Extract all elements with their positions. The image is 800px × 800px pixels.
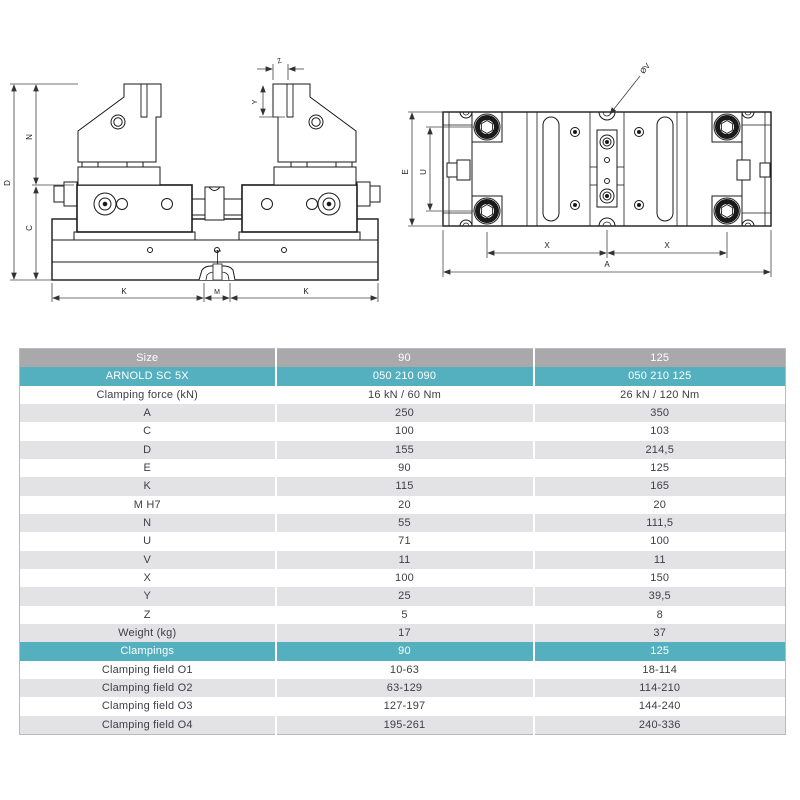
row-value-125: 144-240 [534, 697, 786, 715]
header-size-125: 125 [534, 349, 786, 368]
row-value-125: 125 [534, 459, 786, 477]
table-row [20, 587, 786, 605]
dim-label-dia-v: ØV [638, 61, 652, 76]
row-value-125: 214,5 [534, 441, 786, 459]
row-value-125: 165 [534, 477, 786, 495]
row-value-90: 55 [276, 514, 534, 532]
header-size: Size [136, 352, 159, 365]
row-label: Y [143, 590, 152, 603]
row-value-125: 37 [534, 624, 786, 642]
row-value-125: 11 [534, 551, 786, 569]
row-value-125: 8 [534, 606, 786, 624]
row-value-90: 71 [276, 532, 534, 550]
dim-label-k-right: K [303, 287, 309, 296]
front-view-svg [0, 5, 400, 315]
dim-label-c: C [25, 225, 34, 231]
row-value-90: 10-63 [276, 661, 534, 679]
dim-label-u: U [419, 169, 428, 175]
row-value-90: 127-197 [276, 697, 534, 715]
row-value-125: 350 [534, 404, 786, 422]
row-label: Clamping field O2 [101, 682, 193, 695]
row-label: Clamping field O3 [101, 700, 193, 713]
dim-label-e: E [401, 169, 410, 175]
table-row [20, 477, 786, 495]
table-row [20, 496, 786, 514]
row-label: V [143, 553, 152, 566]
table-row [20, 441, 786, 459]
row-value-125: 111,5 [534, 514, 786, 532]
row-value-125: 26 kN / 120 Nm [534, 386, 786, 404]
row-value-125: 100 [534, 532, 786, 550]
row-label: Clamping force (kN) [96, 388, 199, 401]
dim-label-z: Z [276, 57, 283, 66]
row-value-90: 25 [276, 587, 534, 605]
order-number-90: 050 210 090 [276, 367, 534, 385]
row-label: Clamping field O1 [101, 663, 193, 676]
table-row [20, 422, 786, 440]
row-value-90: 20 [276, 496, 534, 514]
row-value-125: 150 [534, 569, 786, 587]
row-value-90: 100 [276, 422, 534, 440]
dim-label-m: M [214, 289, 220, 296]
dim-label-k-left: K [121, 287, 127, 296]
vise-top-geometry [443, 112, 771, 226]
table-row [20, 624, 786, 642]
row-value-90: 16 kN / 60 Nm [276, 386, 534, 404]
row-label: N [143, 517, 152, 530]
clampings-125: 125 [534, 642, 786, 660]
clamp-bolt [714, 198, 740, 224]
row-value-90: 250 [276, 404, 534, 422]
vise-front-geometry [52, 84, 380, 280]
row-label: U [143, 535, 152, 548]
row-label: Z [143, 608, 151, 621]
header-size-90: 90 [276, 349, 534, 368]
dim-label-a: A [604, 260, 610, 269]
brand-name: ARNOLD SC 5X [105, 370, 189, 383]
row-value-90: 90 [276, 459, 534, 477]
row-value-125: 20 [534, 496, 786, 514]
row-label: Clamping field O4 [101, 718, 193, 731]
row-label: A [143, 407, 152, 420]
table-row [20, 551, 786, 569]
dim-label-n: N [25, 134, 34, 140]
row-value-125: 114-210 [534, 679, 786, 697]
row-value-125: 18-114 [534, 661, 786, 679]
row-value-90: 155 [276, 441, 534, 459]
table-row [20, 679, 786, 697]
table-row [20, 532, 786, 550]
brand-row [20, 367, 786, 385]
row-value-125: 39,5 [534, 587, 786, 605]
table-row [20, 697, 786, 715]
row-value-90: 11 [276, 551, 534, 569]
top-view-drawing [400, 55, 792, 305]
table-row [20, 661, 786, 679]
clampings-header-row [20, 642, 786, 660]
clampings-label: Clampings [120, 645, 175, 658]
row-value-125: 103 [534, 422, 786, 440]
table-row [20, 514, 786, 532]
clampings-90: 90 [276, 642, 534, 660]
table-row [20, 404, 786, 422]
clamp-bolt [474, 198, 500, 224]
table-row [20, 606, 786, 624]
order-number-125: 050 210 125 [534, 367, 786, 385]
table-row [20, 716, 786, 735]
row-value-90: 195-261 [276, 716, 534, 735]
row-label: D [143, 443, 152, 456]
row-label: M H7 [133, 498, 161, 511]
dim-label-d: D [3, 180, 12, 186]
row-label: X [143, 572, 152, 585]
row-label: C [143, 425, 152, 438]
dim-label-x-right: X [664, 241, 670, 250]
table-header-row [20, 349, 786, 368]
top-view-svg [400, 55, 792, 305]
dim-label-x-left: X [544, 241, 550, 250]
row-value-90: 17 [276, 624, 534, 642]
row-label: E [143, 462, 152, 475]
table-row [20, 569, 786, 587]
table-row [20, 459, 786, 477]
row-value-90: 5 [276, 606, 534, 624]
clamp-bolt [714, 114, 740, 140]
clamp-bolt [474, 114, 500, 140]
row-value-125: 240-336 [534, 716, 786, 735]
row-label: Weight (kg) [118, 627, 177, 640]
dim-label-y: Y [250, 99, 259, 105]
row-value-90: 63-129 [276, 679, 534, 697]
front-view-drawing [0, 5, 400, 315]
row-value-90: 100 [276, 569, 534, 587]
row-label: K [143, 480, 152, 493]
row-value-90: 115 [276, 477, 534, 495]
table-row [20, 386, 786, 404]
spec-table [19, 348, 786, 735]
